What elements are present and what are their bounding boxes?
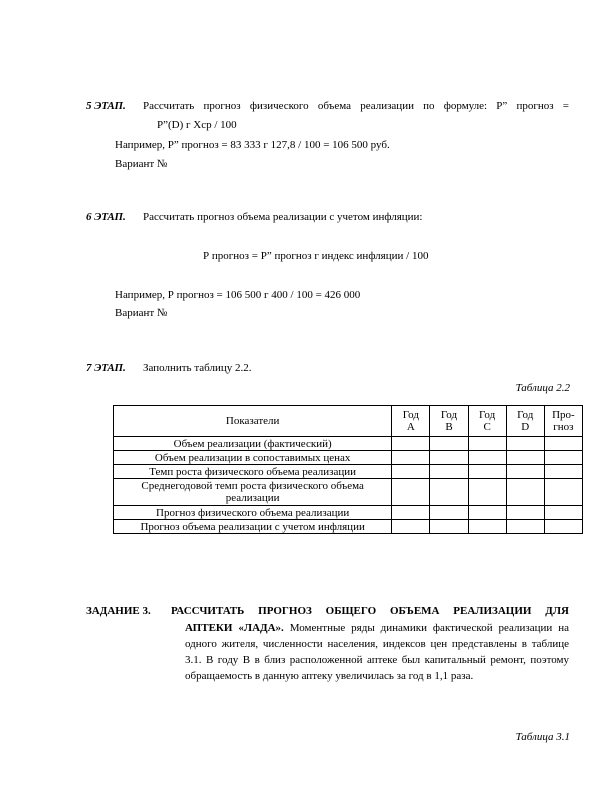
header-year-a: Год А [392,406,430,437]
stage6-example: Например, Р прогноз = 106 500 г 400 / 100 = 426 000 [115,289,361,301]
table-row [114,437,583,451]
row-label: Объем реализации в сопоставимых ценах [114,451,392,465]
table-cell [392,506,430,520]
table-cell [392,451,430,465]
stage7-text: Заполнить таблицу 2.2. [143,362,252,374]
stage5-text-line1: Рассчитать прогноз физического объема реализации по формуле: Р” прогноз = [143,100,569,112]
table-cell [468,520,506,534]
table22-caption: Таблица 2.2 [515,382,570,394]
stage6-formula: Р прогноз = Р” прогноз г индекс инфляции / 100 [203,250,429,262]
table-header-row [114,406,583,437]
stage6-variant: Вариант № [115,307,168,319]
table-cell [506,451,544,465]
table-cell [468,479,506,506]
stage5-text-line2: Р”(D) г Хср / 100 [157,119,237,131]
stage6-title: 6 ЭТАП. [86,211,126,223]
table-cell [430,506,468,520]
stage5-title: 5 ЭТАП. [86,100,126,112]
table-cell [506,520,544,534]
table-2-2 [113,405,583,534]
row-label: Объем реализации (фактический) [114,437,392,451]
stage5-variant: Вариант № [115,158,168,170]
header-forecast: Про- гноз [544,406,582,437]
task3-title-line2: АПТЕКИ «ЛАДА». [185,622,284,634]
table-cell [544,520,582,534]
table-cell [392,465,430,479]
table-cell [468,465,506,479]
table-cell [544,437,582,451]
row-label: Прогноз физического объема реализации [114,506,392,520]
table-cell [544,465,582,479]
table-cell [468,506,506,520]
table-cell [430,465,468,479]
table-cell [468,451,506,465]
table-cell [544,479,582,506]
table-cell [392,520,430,534]
table-cell [392,437,430,451]
table-row [114,520,583,534]
row-label: Среднегодовой темп роста физического объема реализации [114,479,392,506]
task3-text-rest: на одного жителя, численности населения, индексов цен представлены в таблице 3.1. В году В в близ расположенной аптеке был капитальный ремонт, поэтому обращаемость в данную аптеку увеличилась за год в 1,1 раза. [185,622,570,682]
table-row [114,506,583,520]
task3-paragraph [185,620,569,684]
header-indicators: Показатели [114,406,392,437]
table-row [114,465,583,479]
task3-label: ЗАДАНИЕ 3. [86,605,151,617]
table-cell [468,437,506,451]
row-label: Темп роста физического объема реализации [114,465,392,479]
stage7-title: 7 ЭТАП. [86,362,126,374]
table-cell [430,451,468,465]
table-cell [506,479,544,506]
table31-caption: Таблица 3.1 [515,731,570,743]
task3-title-line1: РАССЧИТАТЬ ПРОГНОЗ ОБЩЕГО ОБЪЕМА РЕАЛИЗАЦИИ ДЛЯ [171,605,569,617]
header-year-c: Год С [468,406,506,437]
table-cell [506,506,544,520]
table-cell [430,520,468,534]
table-cell [430,479,468,506]
table-row [114,451,583,465]
table-cell [544,506,582,520]
row-label: Прогноз объема реализации с учетом инфляции [114,520,392,534]
table-cell [392,479,430,506]
table-cell [506,465,544,479]
table-row [114,479,583,506]
task3-text-line1: Моментные ряды динамики фактической реализации [289,622,553,634]
table-cell [430,437,468,451]
table-cell [506,437,544,451]
stage6-text: Рассчитать прогноз объема реализации с учетом инфляции: [143,211,423,223]
header-year-d: Год D [506,406,544,437]
table-cell [544,451,582,465]
header-year-b: Год В [430,406,468,437]
stage5-example: Например, Р” прогноз = 83 333 г 127,8 / 100 = 106 500 руб. [115,139,390,151]
